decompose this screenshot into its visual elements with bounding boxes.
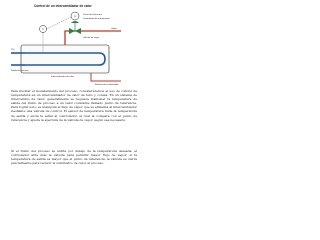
- condensate-line: [91, 73, 121, 81]
- outlet-label: T(t): [11, 49, 15, 51]
- document-page: [0, 0, 149, 198]
- controller-tag: TC: [73, 16, 77, 18]
- heat-exchanger-diagram: [11, 9, 137, 87]
- inlet-label: Fluido de proceso: [11, 70, 29, 72]
- figure-title: Control de un intercambiador de calor: [34, 4, 92, 8]
- exchanger-shell: [21, 45, 109, 73]
- controller-label: Controlador de temperatura: [83, 18, 110, 20]
- paragraph-2: Si el fluido del proceso se enfría por debajo de la temperatura deseada, el controlador abre más la válvula para permitir mayor flujo de vapor; si la temperatura de salida es mayor que el punto de referencia, la válvula se cierra parcialmente para reducir el suministro de calor al proceso.: [11, 149, 137, 166]
- exchanger-label: Intercambiador de calor: [51, 76, 74, 78]
- paragraph-1: Para ilustrar el modelamiento del proceso, consideraremos el uso de control de temperatura en un intercambiador de calor de tubo y coraza. En un sistema de intercambio de calor, generalmente se requiere mantener la temperatura de salida del fluido de proceso a un valor constante llamado punto de referencia. Para lograr esto, se manipula el flujo de vapor que se alimenta al intercambiador mediante una válvula de control. El sensor de temperatura mide la temperatura de salida y envía la señal al controlador, el cual la compara con el punto de referencia y ajusta la apertura de la válvula de vapor según sea necesario.: [11, 89, 137, 122]
- valve-label: Válvula de vapor: [83, 37, 100, 39]
- steam-valve: [69, 21, 81, 34]
- setpoint-label: Punto de referencia: [83, 14, 103, 16]
- steam-label: Vapor: [111, 28, 117, 30]
- transmitter-tag: TT: [41, 29, 45, 31]
- condensate-label: Retorno de condensado: [95, 84, 119, 86]
